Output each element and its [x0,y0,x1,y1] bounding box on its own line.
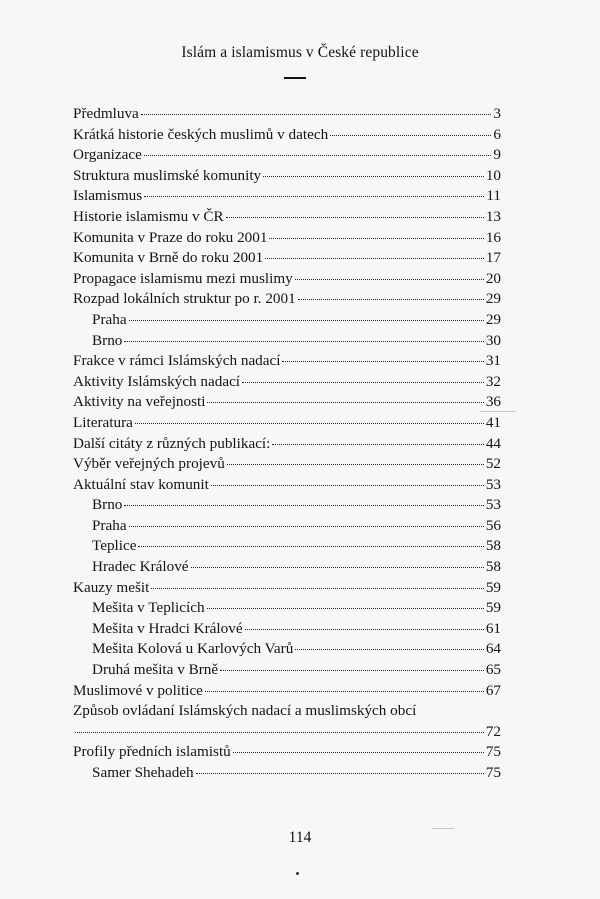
toc-entry-page: 56 [485,516,501,534]
dot-leader [196,773,484,774]
toc-entry [73,578,501,599]
page-title: Islám a islamismus v České republice [181,44,419,61]
toc-entry-page: 29 [485,310,501,328]
toc-entry-page: 59 [485,578,501,596]
dot-leader [265,258,484,259]
dot-leader [263,176,484,177]
toc-entry-title: Muslimové v politice [73,681,203,699]
dot-leader [144,155,492,156]
toc-entry-page: 67 [485,681,501,699]
toc-entry [73,207,501,228]
dot-leader [242,382,484,383]
dot-leader [282,361,483,362]
scan-artifact [432,828,454,829]
toc-entry-page: 29 [485,290,501,308]
toc-entry-title: Teplice [92,537,137,555]
dot-leader [245,629,484,630]
toc-entry-page: 75 [485,743,501,761]
toc-entry-page: 13 [485,207,501,225]
toc-entry-title: Hradec Králové [92,558,189,576]
toc-entry-title: Další citáty z různých publikací: [73,434,271,452]
toc-entry [73,434,501,455]
toc-entry-title: Propagace islamismu mezi muslimy [73,269,293,287]
toc-entry-page: 65 [485,661,501,679]
toc-entry [73,331,501,352]
dot-leader [272,444,483,445]
toc-entry-title: Historie islamismu v ČR [73,207,224,225]
dot-leader [269,238,483,239]
toc-entry-title: Aktivity na veřejnosti [73,393,206,411]
dot-leader [141,114,492,115]
dot-leader [191,567,484,568]
toc-entry-title: Brno [92,496,123,514]
toc-entry-page: 30 [485,331,501,349]
toc-entry-title: Mešita v Teplicích [92,599,205,617]
toc-entry-page: 53 [485,475,501,493]
toc-entry [73,413,501,434]
toc-entry [73,598,501,619]
dot-leader [295,649,483,650]
toc-entry-page: 3 [493,105,501,122]
toc-entry-page: 61 [485,619,501,637]
toc-entry [73,186,501,207]
toc-entry [73,228,501,249]
dot-leader [226,217,484,218]
toc-entry-title: Aktivity Islámských nadací [73,372,241,390]
dot-leader [233,752,484,753]
toc-entry-title: Brno [92,331,123,349]
toc-entry [73,557,501,578]
scan-artifact [480,411,516,412]
toc-entry [73,454,501,475]
toc-entry-title: Způsob ovládaní Islámských nadací a muslimských obcí [73,702,417,720]
dot-leader [207,402,483,403]
toc-entry-page: 53 [485,496,501,514]
toc-entry-page: 64 [485,640,501,658]
toc-entry-page: 58 [485,558,501,576]
dot-leader [135,423,484,424]
dot-leader [129,526,484,527]
toc-entry-page: 17 [485,249,501,267]
toc-entry-title: Druhá mešita v Brně [92,661,219,679]
toc-entry [73,372,501,393]
toc-entry [73,475,501,496]
toc-entry [73,125,501,146]
dot-leader [227,464,484,465]
toc-entry-page: 32 [485,372,501,390]
toc-entry-page: 72 [485,722,501,740]
dot-leader [124,341,483,342]
dot-leader [207,608,484,609]
toc-entry-page: 58 [485,537,501,555]
toc-entry-title: Frakce v rámci Islámských nadací [73,352,281,370]
toc-entry [73,248,501,269]
toc-entry-title: Organizace [73,146,142,164]
toc-entry-title: Mešita Kolová u Karlových Varů [92,640,294,658]
toc-entry-title: Předmluva [73,105,139,122]
toc-entry-title: Aktuální stav komunit [73,475,209,493]
toc-entry-page: 6 [493,125,501,143]
toc-entry-page: 31 [485,352,501,370]
toc-entry [73,536,501,557]
toc-entry-page: 59 [485,599,501,617]
toc-entry [73,351,501,372]
toc-entry-title: Komunita v Praze do roku 2001 [73,228,268,246]
toc-entry-title: Samer Shehadeh [92,764,194,781]
toc-entry-title: Rozpad lokálních struktur po r. 2001 [73,290,296,308]
toc-entry [73,495,501,516]
toc-entry-title: Mešita v Hradci Králové [92,619,243,637]
print-mark [296,872,299,875]
toc-entry [73,310,501,331]
dot-leader [124,505,483,506]
dot-leader [330,135,491,136]
dot-leader [211,485,484,486]
dot-leader [151,588,483,589]
dot-leader [298,299,484,300]
toc-entry-page: 9 [493,146,501,164]
toc-entry [73,742,501,763]
toc-entry-title: Literatura [73,413,133,431]
title-divider [284,77,306,79]
toc-entry-page: 20 [485,269,501,287]
toc-entry [73,269,501,290]
toc-entry [73,681,501,702]
toc-entry-page: 16 [485,228,501,246]
toc-entry [73,639,501,660]
dot-leader [220,670,484,671]
toc-entry-page: 44 [485,434,501,452]
toc-entry-page: 11 [486,187,501,205]
toc-entry [73,619,501,640]
dot-leader [144,196,484,197]
toc-entry [73,516,501,537]
toc-entry-title: Struktura muslimské komunity [73,166,262,184]
toc-entry-page: 41 [485,413,501,431]
toc-entry [73,660,501,681]
dot-leader [205,691,484,692]
toc-entry-page: 52 [485,455,501,473]
toc-entry-title: Praha [92,516,127,534]
dot-leader [295,279,484,280]
toc-entry-page: 10 [485,166,501,184]
toc-entry [73,722,501,743]
toc-entry [73,166,501,187]
toc-entry-title: Praha [92,310,127,328]
dot-leader [129,320,484,321]
toc-entry [73,145,501,166]
toc-entry-title: Profily předních islamistů [73,743,231,761]
toc-entry-title: Kauzy mešit [73,578,150,596]
toc-entry-title: Krátká historie českých muslimů v datech [73,125,329,143]
page-number: 114 [288,829,312,846]
toc-entry-title: Výběr veřejných projevů [73,455,225,473]
toc-entry [73,104,501,125]
toc-entry-title: Komunita v Brně do roku 2001 [73,249,264,267]
toc-entry-title: Islamismus [73,187,143,205]
dot-leader [75,732,484,733]
toc-entry-page: 75 [485,764,501,781]
table-of-contents [73,104,501,784]
dot-leader [138,546,483,547]
toc-entry [73,289,501,310]
toc-entry [73,763,501,784]
toc-entry-page: 36 [485,393,501,411]
toc-entry [73,392,501,413]
toc-entry [73,701,501,722]
